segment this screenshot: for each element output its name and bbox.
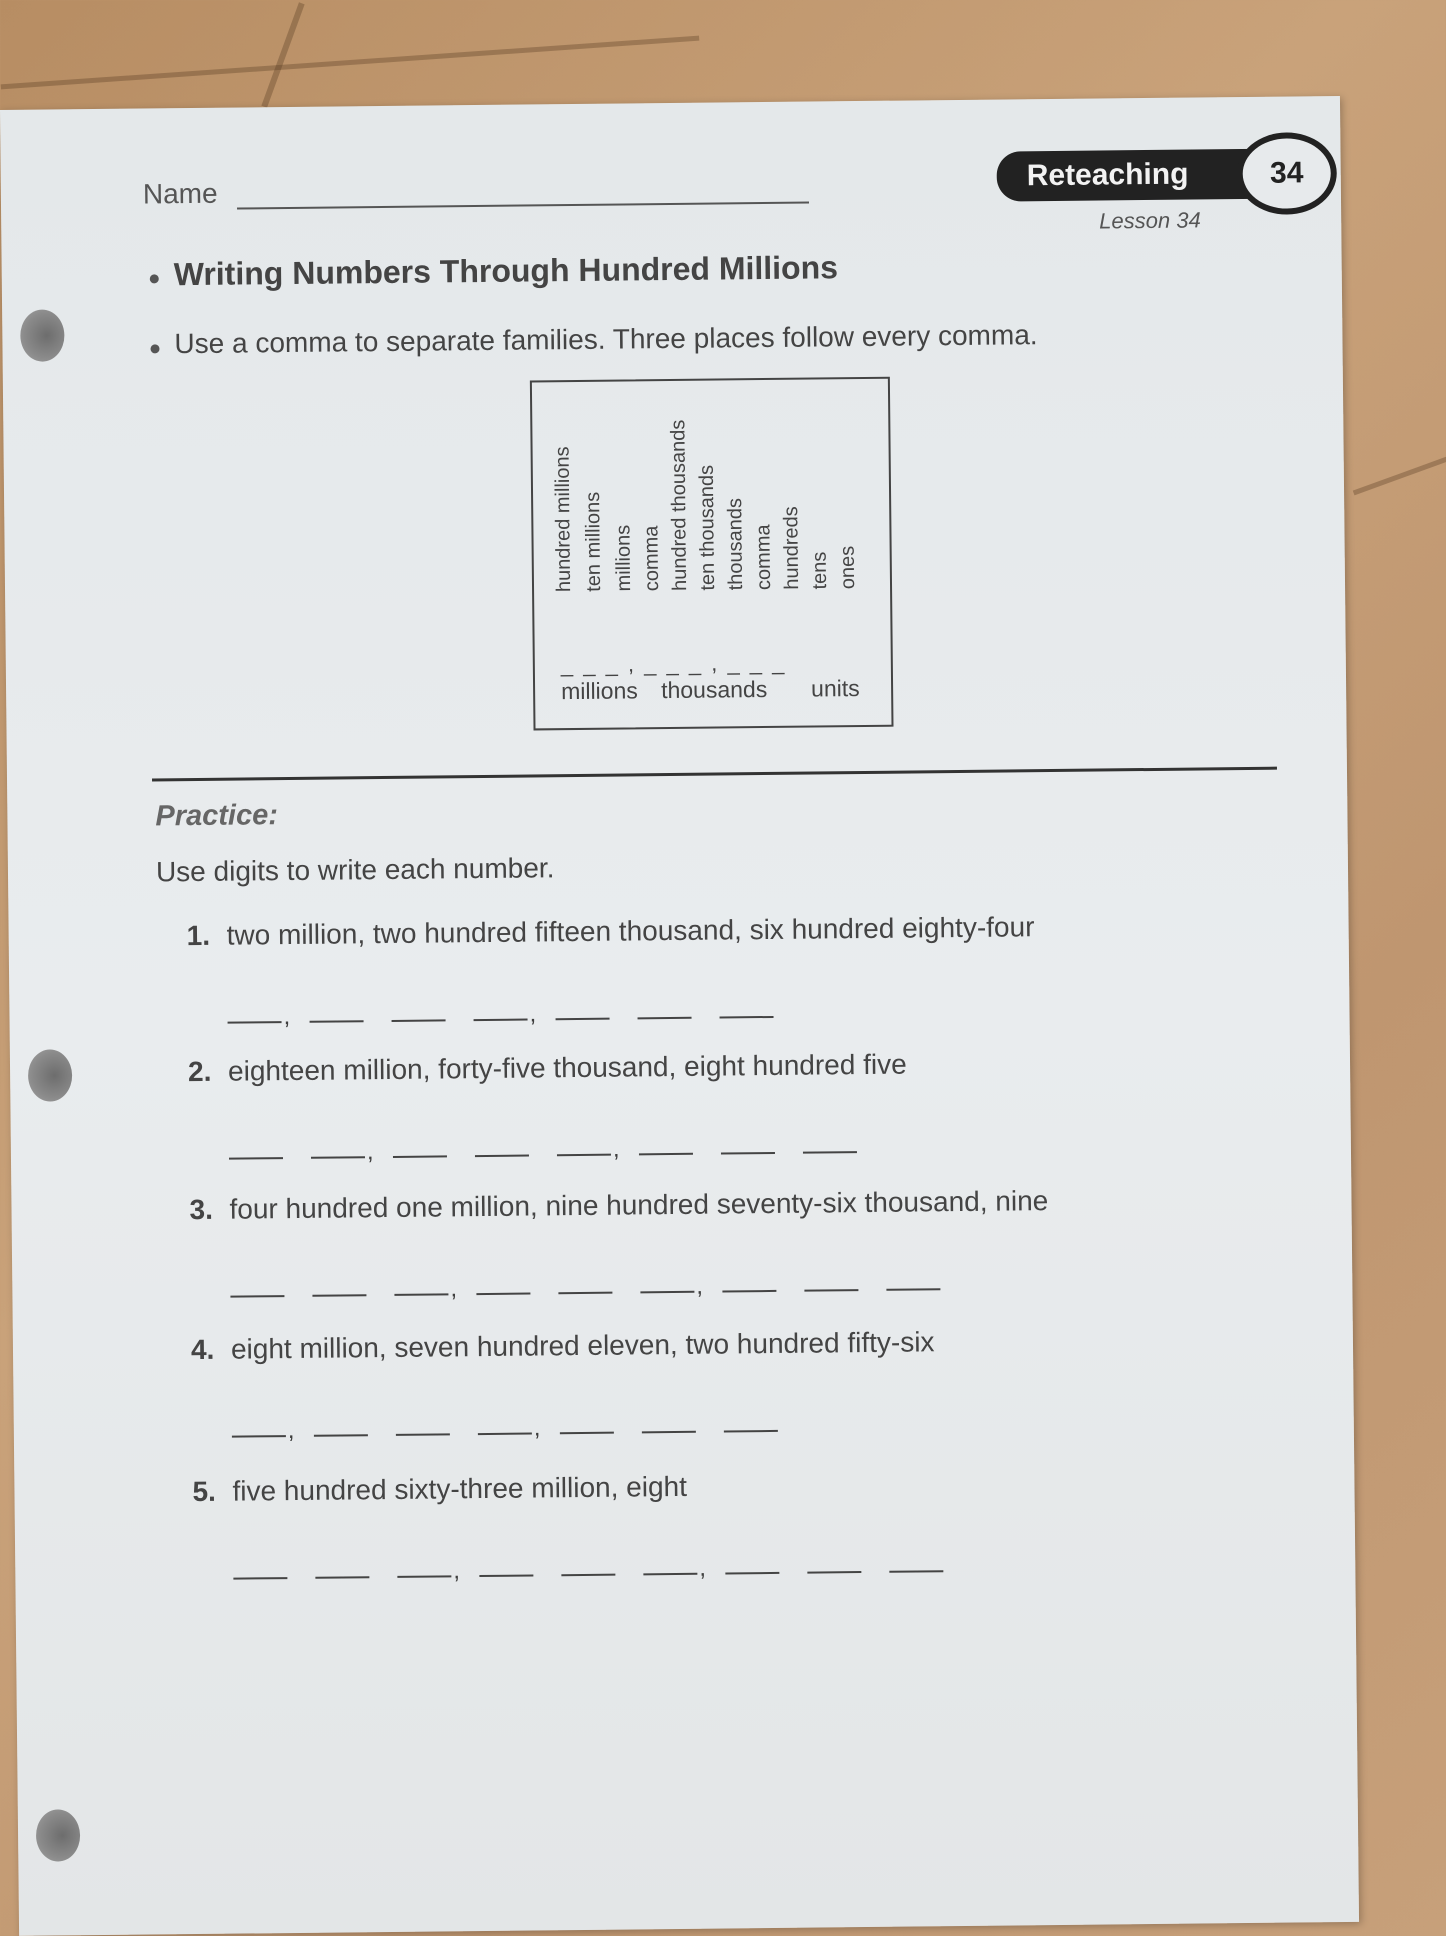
group-label-millions: millions	[560, 677, 638, 705]
bullet-icon	[150, 344, 159, 353]
problem-1	[186, 911, 1034, 952]
floor-tile-line	[261, 2, 304, 107]
place-label: millions	[612, 524, 636, 592]
digit-blank[interactable]	[478, 1417, 532, 1436]
practice-heading: Practice:	[155, 799, 279, 833]
answer-blanks-3[interactable]	[230, 1262, 968, 1303]
digit-blank[interactable]	[309, 1004, 363, 1023]
digit-blank[interactable]	[393, 1139, 447, 1158]
digit-blank[interactable]	[560, 1416, 614, 1435]
problem-3	[189, 1185, 1048, 1226]
binder-hole	[20, 309, 65, 361]
answer-blanks-4[interactable]	[232, 1404, 806, 1445]
problem-number: 3.	[189, 1193, 214, 1226]
place-value-slots: _ _ _ , _ _ _ , _ _ _	[560, 649, 787, 678]
digit-blank[interactable]	[394, 1277, 448, 1296]
digit-blank[interactable]	[473, 1003, 527, 1022]
place-label: ten thousands	[695, 464, 720, 591]
problem-number: 1.	[186, 919, 211, 952]
digit-blank[interactable]	[886, 1272, 940, 1291]
problem-number: 5.	[192, 1475, 216, 1508]
digit-blank[interactable]	[722, 1274, 776, 1293]
digit-blank[interactable]	[476, 1277, 530, 1296]
digit-blank[interactable]	[397, 1559, 451, 1578]
place-value-labels	[532, 379, 890, 623]
place-label: hundred millions	[551, 446, 576, 593]
practice-instruction: Use digits to write each number.	[155, 852, 555, 888]
digit-blank[interactable]	[640, 1275, 694, 1294]
answer-blanks-5[interactable]	[233, 1544, 971, 1585]
digit-blank[interactable]	[396, 1417, 450, 1436]
problem-5	[192, 1471, 687, 1508]
digit-blank[interactable]	[724, 1414, 778, 1433]
section-divider	[152, 767, 1277, 782]
name-label: Name	[142, 177, 218, 210]
digit-blank[interactable]	[315, 1560, 369, 1579]
bullet-icon	[150, 274, 159, 283]
digit-blank[interactable]	[479, 1558, 533, 1577]
digit-blank[interactable]	[558, 1276, 612, 1295]
lesson-number-badge: 34	[1236, 132, 1337, 215]
place-label: comma	[752, 524, 776, 591]
place-label: hundreds	[780, 506, 804, 590]
digit-blank[interactable]	[557, 1138, 611, 1157]
problem-text: eight million, seven hundred eleven, two hundred fifty-six	[230, 1326, 935, 1365]
binder-hole	[36, 1809, 81, 1861]
digit-blank[interactable]	[804, 1273, 858, 1292]
floor-tile-line	[1, 36, 700, 90]
place-label: thousands	[724, 497, 748, 591]
reteaching-badge: Reteaching	[996, 149, 1267, 202]
place-label: hundred thousands	[667, 419, 692, 592]
problem-number: 2.	[187, 1055, 212, 1088]
problem-number: 4.	[190, 1333, 215, 1366]
digit-blank[interactable]	[232, 1419, 286, 1438]
digit-blank[interactable]	[314, 1418, 368, 1437]
place-label: comma	[640, 525, 664, 592]
place-label: ten millions	[582, 491, 606, 592]
answer-blanks-2[interactable]	[229, 1125, 885, 1166]
digit-blank[interactable]	[229, 1141, 283, 1160]
problem-4	[191, 1326, 935, 1366]
digit-blank[interactable]	[312, 1278, 366, 1297]
digit-blank[interactable]	[719, 1000, 773, 1019]
digit-blank[interactable]	[555, 1002, 609, 1021]
place-label: tens	[808, 551, 832, 590]
name-line[interactable]	[237, 202, 809, 210]
answer-blanks-1[interactable]	[227, 990, 801, 1031]
digit-blank[interactable]	[475, 1139, 529, 1158]
digit-blank[interactable]	[643, 1557, 697, 1576]
digit-blank[interactable]	[311, 1140, 365, 1159]
problem-text: four hundred one million, nine hundred seventy-six thousand, nine	[229, 1185, 1049, 1225]
digit-blank[interactable]	[230, 1279, 284, 1298]
digit-blank[interactable]	[637, 1001, 691, 1020]
floor-tile-line	[1353, 450, 1446, 496]
digit-blank[interactable]	[642, 1415, 696, 1434]
lesson-rule: Use a comma to separate families. Three places follow every comma.	[174, 319, 1038, 360]
place-label: ones	[836, 545, 860, 590]
digit-blank[interactable]	[391, 1003, 445, 1022]
digit-blank[interactable]	[803, 1135, 857, 1154]
digit-blank[interactable]	[889, 1554, 943, 1573]
digit-blank[interactable]	[725, 1556, 779, 1575]
lesson-title: Writing Numbers Through Hundred Millions	[173, 249, 839, 293]
lesson-subtitle: Lesson 34	[1099, 207, 1201, 234]
digit-blank[interactable]	[227, 1005, 281, 1024]
problem-2	[188, 1049, 907, 1089]
digit-blank[interactable]	[561, 1558, 615, 1577]
binder-hole	[28, 1049, 73, 1101]
digit-blank[interactable]	[233, 1561, 287, 1580]
group-label-units: units	[810, 675, 860, 702]
worksheet-paper	[0, 96, 1359, 1936]
digit-blank[interactable]	[639, 1137, 693, 1156]
digit-blank[interactable]	[807, 1555, 861, 1574]
problem-text: eighteen million, forty-five thousand, eight hundred five	[227, 1048, 907, 1087]
problem-text: five hundred sixty-three million, eight	[232, 1470, 688, 1507]
group-label-thousands: thousands	[660, 675, 768, 704]
place-value-chart	[530, 377, 894, 731]
digit-blank[interactable]	[721, 1136, 775, 1155]
problem-text: two million, two hundred fifteen thousand, six hundred eighty-four	[226, 911, 1035, 951]
